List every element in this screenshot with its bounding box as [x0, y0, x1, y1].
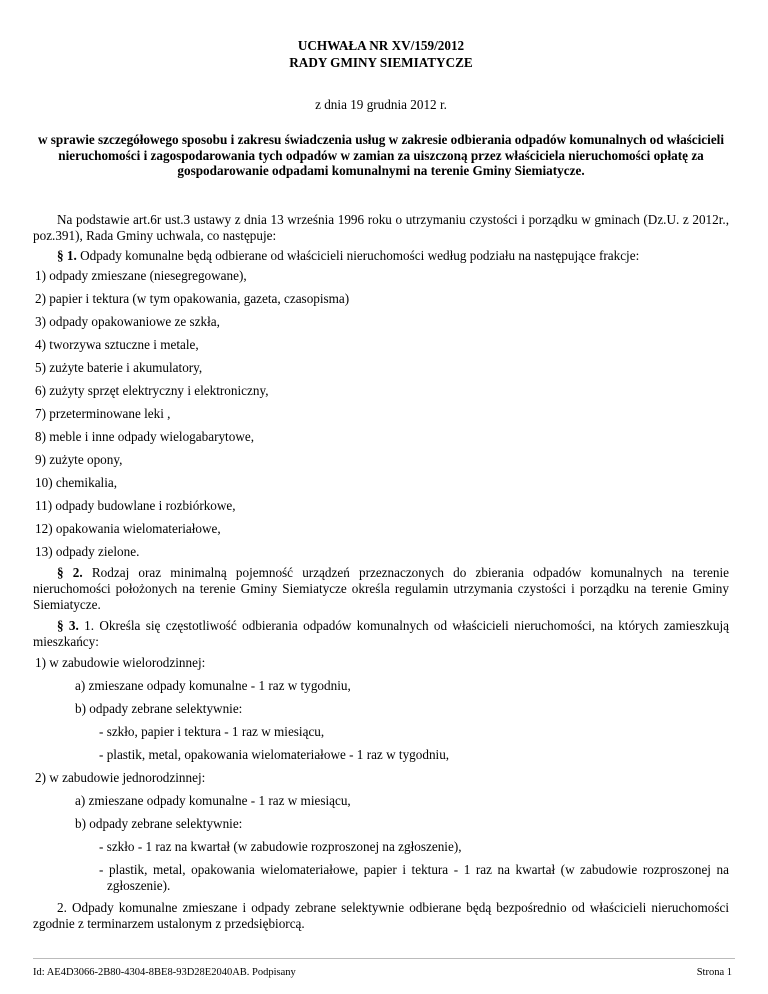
paragraph-2-text: Rodzaj oraz minimalną pojemność urządzeń przeznaczonych do zbierania odpadów komunalnych na terenie nieruchomości położonych na terenie Gminy Siemiatycze określa regulamin utrzymania czystości i porządku na terenie Gminy Siemiatycze.: [33, 565, 730, 612]
multi-family-item-b: b) odpady zebrane selektywnie:: [75, 701, 243, 716]
paragraph-2-mark: § 2.: [57, 565, 83, 580]
list-item: 7) przeterminowane leki ,: [35, 406, 171, 421]
single-family-item-b: b) odpady zebrane selektywnie:: [75, 816, 243, 831]
paragraph-3-mark: § 3.: [57, 618, 79, 633]
paragraph-3-point-2: 2. Odpady komunalne zmieszane i odpady zebrane selektywnie odbierane będą bezpośrednio od właścicieli nieruchomości zgodnie z terminarzem ustalonym z przedsiębiorcą.: [33, 900, 729, 931]
list-item: 1) odpady zmieszane (niesegregowane),: [35, 268, 247, 283]
page-number: Strona 1: [696, 967, 732, 978]
list-item: 13) odpady zielone.: [35, 544, 140, 559]
single-family-subitem: - szkło - 1 raz na kwartał (w zabudowie rozproszonej na zgłoszenie),: [99, 839, 462, 854]
paragraph-3-text: 1. Określa się częstotliwość odbierania odpadów komunalnych od właścicieli nieruchomości, na których zamieszkują mieszkańcy:: [33, 618, 730, 649]
paragraph-1: [33, 248, 729, 264]
list-item: 9) zużyte opony,: [35, 452, 123, 467]
fraction-list: [33, 268, 729, 560]
list-item: 5) zużyte baterie i akumulatory,: [35, 360, 203, 375]
multi-family-item-a: a) zmieszane odpady komunalne - 1 raz w tygodniu,: [75, 678, 351, 693]
list-item: 6) zużyty sprzęt elektryczny i elektroniczny,: [35, 383, 269, 398]
council-name: RADY GMINY SIEMIATYCZE: [289, 55, 473, 70]
multi-family-subitem: - szkło, papier i tektura - 1 raz w miesiącu,: [99, 724, 325, 739]
paragraph-3: [33, 618, 729, 650]
resolution-number: UCHWAŁA NR XV/159/2012: [297, 38, 465, 53]
intro-paragraph: Na podstawie art.6r ust.3 ustawy z dnia 13 września 1996 roku o utrzymaniu czystości i porządku w gminach (Dz.U. z 2012r., poz.391), Rada Gminy uchwala, co następuje:: [33, 212, 729, 243]
list-item: 12) opakowania wielomateriałowe,: [35, 521, 221, 536]
paragraph-1-text: Odpady komunalne będą odbierane od właścicieli nieruchomości według podziału na następujące frakcje:: [76, 248, 640, 263]
resolution-date: z dnia 19 grudnia 2012 r.: [315, 97, 447, 112]
multi-family-subitem: - plastik, metal, opakowania wielomateriałowe - 1 raz w tygodniu,: [99, 747, 450, 762]
footer-divider: [33, 958, 735, 959]
paragraph-2: [33, 565, 729, 613]
resolution-subject: w sprawie szczegółowego sposobu i zakresu świadczenia usług w zakresie odbierania odpadów komunalnych od właścicieli nieruchomości i zagospodarowania tych odpadów w zamian za uiszczoną przez właściciela nieruchomości opłatę za gospodarowanie odpadami komunalnymi na terenie Gminy Siemiatycze.: [37, 132, 725, 179]
list-item: 3) odpady opakowaniowe ze szkła,: [35, 314, 220, 329]
list-item: 4) tworzywa sztuczne i metale,: [35, 337, 199, 352]
list-item: 8) meble i inne odpady wielogabarytowe,: [35, 429, 254, 444]
single-family-label: 2) w zabudowie jednorodzinnej:: [35, 770, 206, 785]
paragraph-1-mark: § 1.: [57, 248, 77, 263]
single-family-item-a: a) zmieszane odpady komunalne - 1 raz w miesiącu,: [75, 793, 351, 808]
list-item: 2) papier i tektura (w tym opakowania, gazeta, czasopisma): [35, 291, 350, 306]
list-item: 10) chemikalia,: [35, 475, 118, 490]
multi-family-label: 1) w zabudowie wielorodzinnej:: [35, 655, 206, 670]
list-item: 11) odpady budowlane i rozbiórkowe,: [35, 498, 236, 513]
single-family-subitem: - plastik, metal, opakowania wielomateriałowe, papier i tektura - 1 raz na kwartał (w zabudowie rozproszonej na zgłoszenie).: [99, 862, 729, 893]
resolution-body: [33, 212, 729, 932]
document-id: Id: AE4D3066-2B80-4304-8BE8-93D28E2040AB. Podpisany: [33, 967, 296, 978]
